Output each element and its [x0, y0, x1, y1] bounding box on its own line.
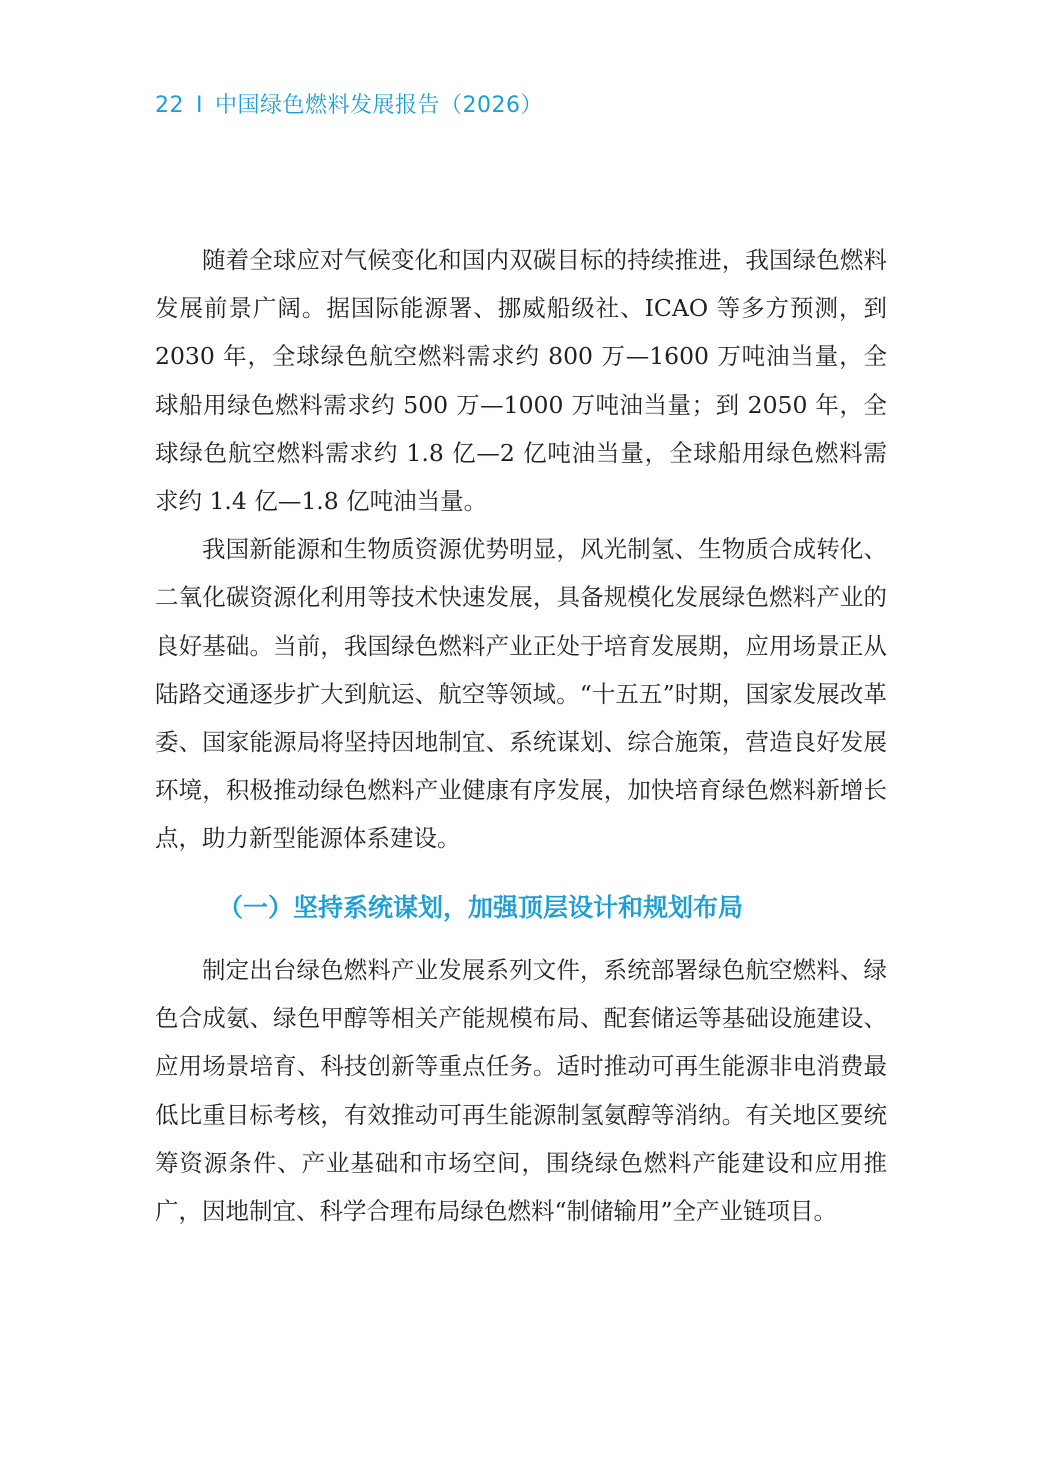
page-number: 22 — [155, 93, 184, 118]
paragraph: 随着全球应对气候变化和国内双碳目标的持续推进，我国绿色燃料发展前景广阔。据国际能源署、挪威船级社、ICAO 等多方预测，到 2030 年，全球绿色航空燃料需求约 800 万—1600 万吨油当量，全球船用绿色燃料需求约 500 万—1000 万吨油当量；到 2050 年，全球绿色航空燃料需求约 1.8 亿—2 亿吨油当量，全球船用绿色燃料需求约 1.4 亿—1.8 亿吨油当量。 — [155, 246, 887, 516]
intro-body — [155, 236, 887, 863]
section-body — [155, 946, 887, 1235]
header-separator: I — [196, 93, 203, 118]
report-title: 中国绿色燃料发展报告（2026） — [215, 93, 543, 118]
paragraph: 制定出台绿色燃料产业发展系列文件，系统部署绿色航空燃料、绿色合成氨、绿色甲醇等相关产能规模布局、配套储运等基础设施建设、应用场景培育、科技创新等重点任务。适时推动可再生能源非电消费最低比重目标考核，有效推动可再生能源制氢氨醇等消纳。有关地区要统筹资源条件、产业基础和市场空间，围绕绿色燃料产能建设和应用推广，因地制宜、科学合理布局绿色燃料“制储输用”全产业链项目。 — [155, 956, 887, 1226]
section-heading: （一）坚持系统谋划，加强顶层设计和规划布局 — [218, 893, 744, 922]
paragraph: 我国新能源和生物质资源优势明显，风光制氢、生物质合成转化、二氧化碳资源化利用等技术快速发展，具备规模化发展绿色燃料产业的良好基础。当前，我国绿色燃料产业正处于培育发展期，应用场景正从陆路交通逐步扩大到航运、航空等领域。“十五五”时期，国家发展改革委、国家能源局将坚持因地制宜、系统谋划、综合施策，营造良好发展环境，积极推动绿色燃料产业健康有序发展，加快培育绿色燃料新增长点，助力新型能源体系建设。 — [155, 535, 887, 853]
running-header — [155, 88, 543, 119]
